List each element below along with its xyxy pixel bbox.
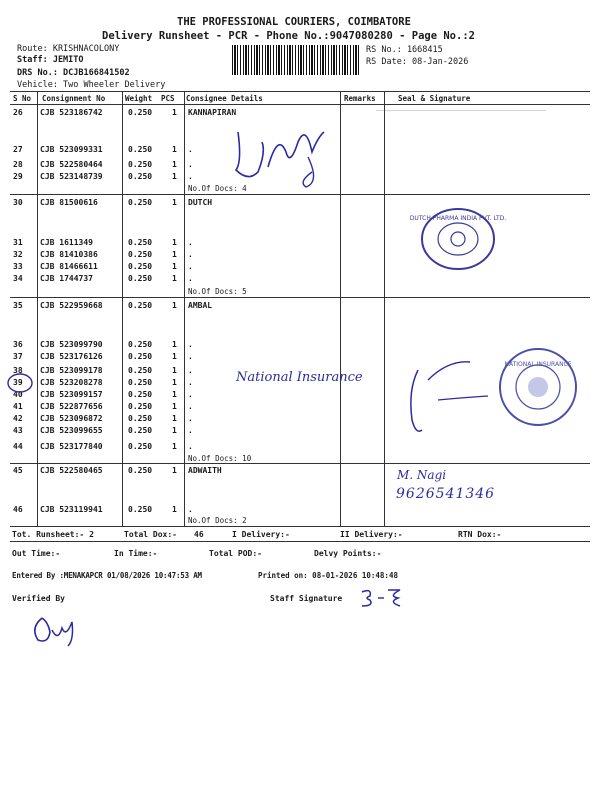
rs-number: RS No.: 1668415 [366, 45, 443, 55]
col-seal-signature: Seal & Signature [398, 94, 471, 103]
table-row: 30 CJB 81500616 0.250 1 DUTCH [13, 198, 213, 207]
table-row: 29 CJB 523148739 0.250 1 . [13, 172, 193, 181]
table-row: 34 CJB 1744737 0.250 1 . [13, 274, 193, 283]
group-doc-count: No.Of Docs: 10 [188, 454, 252, 463]
table-row: 33 CJB 81466611 0.250 1 . [13, 262, 193, 271]
table-row: 40 CJB 523099157 0.250 1 . [13, 390, 193, 399]
company-title: THE PROFESSIONAL COURIERS, COIMBATORE [177, 16, 411, 28]
header-bottom-border [10, 104, 590, 105]
table-row: 26 CJB 523186742 0.250 1 KANNAPIRAN [13, 108, 237, 117]
col-remarks: Remarks [344, 94, 376, 103]
group-divider [10, 463, 590, 464]
table-row: 32 CJB 81410386 0.250 1 . [13, 250, 193, 259]
handwritten-remark-signature [398, 350, 498, 442]
table-row: 37 CJB 523176126 0.250 1 . [13, 352, 193, 361]
svg-text:NATIONAL INSURANCE: NATIONAL INSURANCE [504, 361, 572, 368]
ii-delivery: II Delivery:- [340, 530, 403, 539]
svg-text:DUTCH PHARMA INDIA PVT. LTD.: DUTCH PHARMA INDIA PVT. LTD. [409, 215, 507, 222]
col-weight: Weight [125, 94, 153, 103]
table-row: 31 CJB 1611349 0.250 1 . [13, 238, 193, 247]
col-sno: S No [13, 94, 32, 103]
barcode [232, 45, 360, 75]
table-row: 42 CJB 523096872 0.250 1 . [13, 414, 193, 423]
col-consignment: Consignment No [42, 94, 106, 103]
table-row: 39 CJB 523208278 0.250 1 . [13, 378, 193, 387]
handwritten-national-insurance: National Insurance [236, 370, 363, 385]
table-bottom-border [10, 526, 590, 527]
delvy-points: Delvy Points:- [314, 549, 382, 558]
table-top-border [10, 91, 590, 92]
runsheet-subtitle: Delivery Runsheet - PCR - Phone No.:9047080280 - Page No.:2 [102, 30, 475, 42]
total-pod: Total POD:- [209, 549, 262, 558]
faded-company-stamp [376, 110, 546, 195]
col-consignee: Consignee Details [186, 94, 263, 103]
staff-signature [358, 586, 404, 610]
group-doc-count: No.Of Docs: 5 [188, 287, 247, 296]
footer-divider [10, 541, 590, 542]
verified-by: Verified By [12, 594, 65, 603]
i-delivery: I Delivery:- [232, 530, 290, 539]
total-dox-value: 46 [194, 530, 204, 539]
dutch-pharma-seal [409, 206, 507, 272]
verified-initials [28, 612, 88, 648]
table-row: 28 CJB 522580464 0.250 1 . [13, 160, 193, 169]
group-doc-count: No.Of Docs: 4 [188, 184, 247, 193]
table-row: 27 CJB 523099331 0.250 1 . [13, 145, 193, 154]
table-row: 44 CJB 523177840 0.250 1 . [13, 442, 193, 451]
in-time: In Time:- [114, 549, 158, 558]
staff: Staff: JEMITO [17, 55, 84, 65]
vehicle: Vehicle: Two Wheeler Delivery [17, 80, 166, 90]
table-row: 41 CJB 522877656 0.250 1 . [13, 402, 193, 411]
table-row: 46 CJB 523119941 0.250 1 . [13, 505, 193, 514]
table-row: 35 CJB 522959668 0.250 1 AMBAL [13, 301, 213, 310]
route: Route: KRISHNACOLONY [17, 44, 120, 54]
handwritten-phone: 9626541346 [396, 486, 496, 502]
circle-mark [6, 372, 36, 394]
group-divider [10, 297, 590, 298]
table-row: 38 CJB 523099178 0.250 1 . [13, 366, 193, 375]
national-insurance-seal [492, 346, 584, 428]
table-row: 43 CJB 523099655 0.250 1 . [13, 426, 193, 435]
staff-signature-label: Staff Signature [270, 594, 343, 603]
drs-number: DRS No.: DCJB166841502 [17, 68, 130, 78]
table-row: 36 CJB 523099790 0.250 1 . [13, 340, 193, 349]
handwritten-signature [228, 112, 348, 197]
col-pcs: PCS [161, 94, 175, 103]
table-row: 45 CJB 522580465 0.250 1 ADWAITH [13, 466, 222, 475]
rs-date: RS Date: 08-Jan-2026 [366, 57, 469, 67]
tot-runsheet: Tot. Runsheet:- 2 [12, 530, 94, 539]
entered-by: Entered By :MENAKAPCR 01/08/2026 10:47:53 AM [12, 571, 202, 580]
printed-on: Printed on: 08-01-2026 10:48:48 [258, 571, 398, 580]
rtn-dox: RTN Dox:- [458, 530, 502, 539]
group-doc-count: No.Of Docs: 2 [188, 516, 247, 525]
total-dox-label: Total Dox:- [124, 530, 177, 539]
handwritten-name: M. Nagi [397, 468, 447, 482]
out-time: Out Time:- [12, 549, 61, 558]
